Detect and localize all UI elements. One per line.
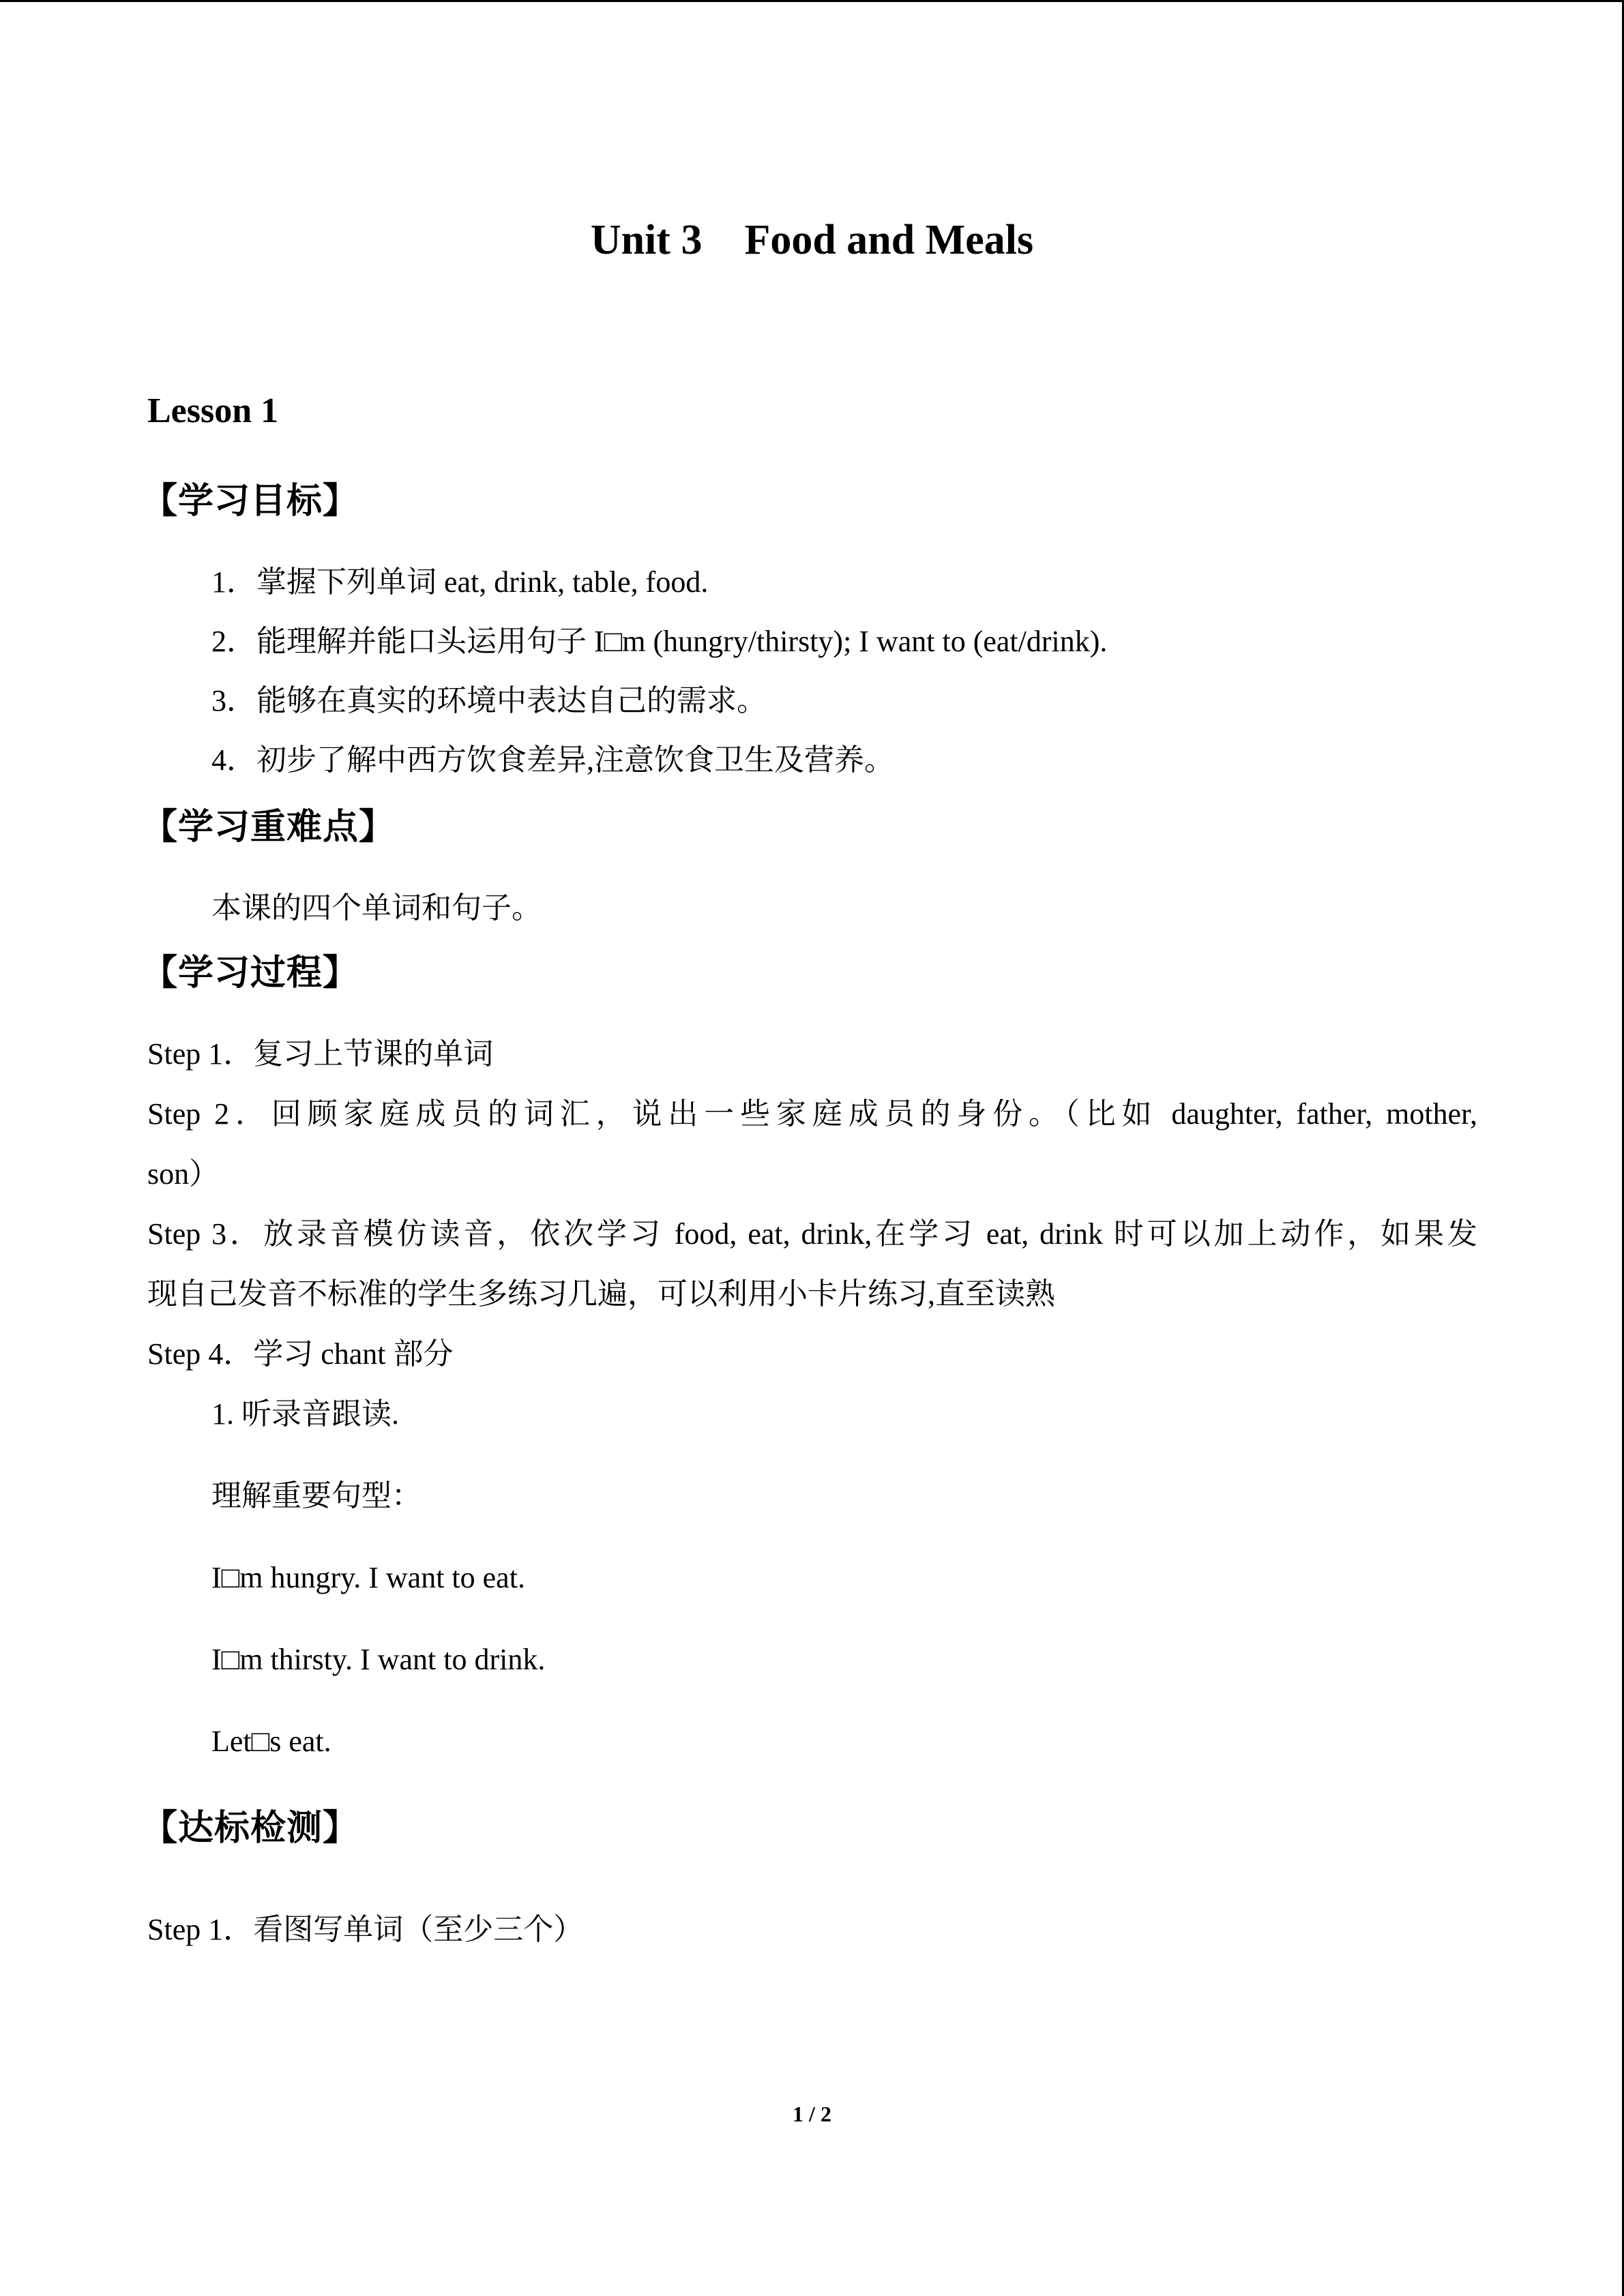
chant-sentence: I□m thirsty. I want to drink. bbox=[211, 1643, 546, 1676]
objective-item: 4．初步了解中西方饮食差异,注意饮食卫生及营养。 bbox=[211, 743, 894, 777]
process-step: Step 4．学习 chant 部分 bbox=[147, 1337, 454, 1371]
lesson-heading: Lesson 1 bbox=[147, 391, 279, 430]
section-heading-objectives: 【学习目标】 bbox=[142, 481, 359, 522]
section-heading-assessment: 【达标检测】 bbox=[142, 1808, 359, 1849]
objective-item: 1．掌握下列单词 eat, drink, table, food. bbox=[211, 565, 709, 599]
section-heading-process: 【学习过程】 bbox=[142, 953, 359, 994]
page-number: 1 / 2 bbox=[793, 2102, 831, 2126]
process-step: Step 2．回顾家庭成员的词汇，说出一些家庭成员的身份。（比如 daughter, father, mother, bbox=[147, 1097, 1477, 1131]
document-title: Unit 3 Food and Meals bbox=[590, 217, 1034, 263]
chant-sub-item: 1. 听录音跟读. bbox=[211, 1397, 399, 1431]
chant-sentence: I□m hungry. I want to eat. bbox=[211, 1561, 525, 1594]
objective-item: 2．能理解并能口头运用句子 I□m (hungry/thirsty); I want to (eat/drink). bbox=[211, 625, 1108, 658]
section-heading-key-points: 【学习重难点】 bbox=[142, 807, 396, 848]
assessment-step: Step 1．看图写单词（至少三个） bbox=[147, 1913, 584, 1946]
objective-item: 3．能够在真实的环境中表达自己的需求。 bbox=[211, 684, 767, 717]
process-step-continuation: 现自己发音不标准的学生多练习几遍，可以利用小卡片练习,直至读熟 bbox=[147, 1277, 1055, 1311]
process-step: Step 3．放录音模仿读音，依次学习 food, eat, drink,在学习 eat, drink 时可以加上动作，如果发 bbox=[147, 1217, 1477, 1251]
process-step: Step 1．复习上节课的单词 bbox=[147, 1037, 494, 1071]
chant-sub-item: 理解重要句型： bbox=[211, 1479, 422, 1512]
chant-sentence: Let□s eat. bbox=[211, 1725, 331, 1758]
key-points-text: 本课的四个单词和句子。 bbox=[211, 891, 542, 925]
process-step-continuation: son） bbox=[147, 1157, 220, 1191]
